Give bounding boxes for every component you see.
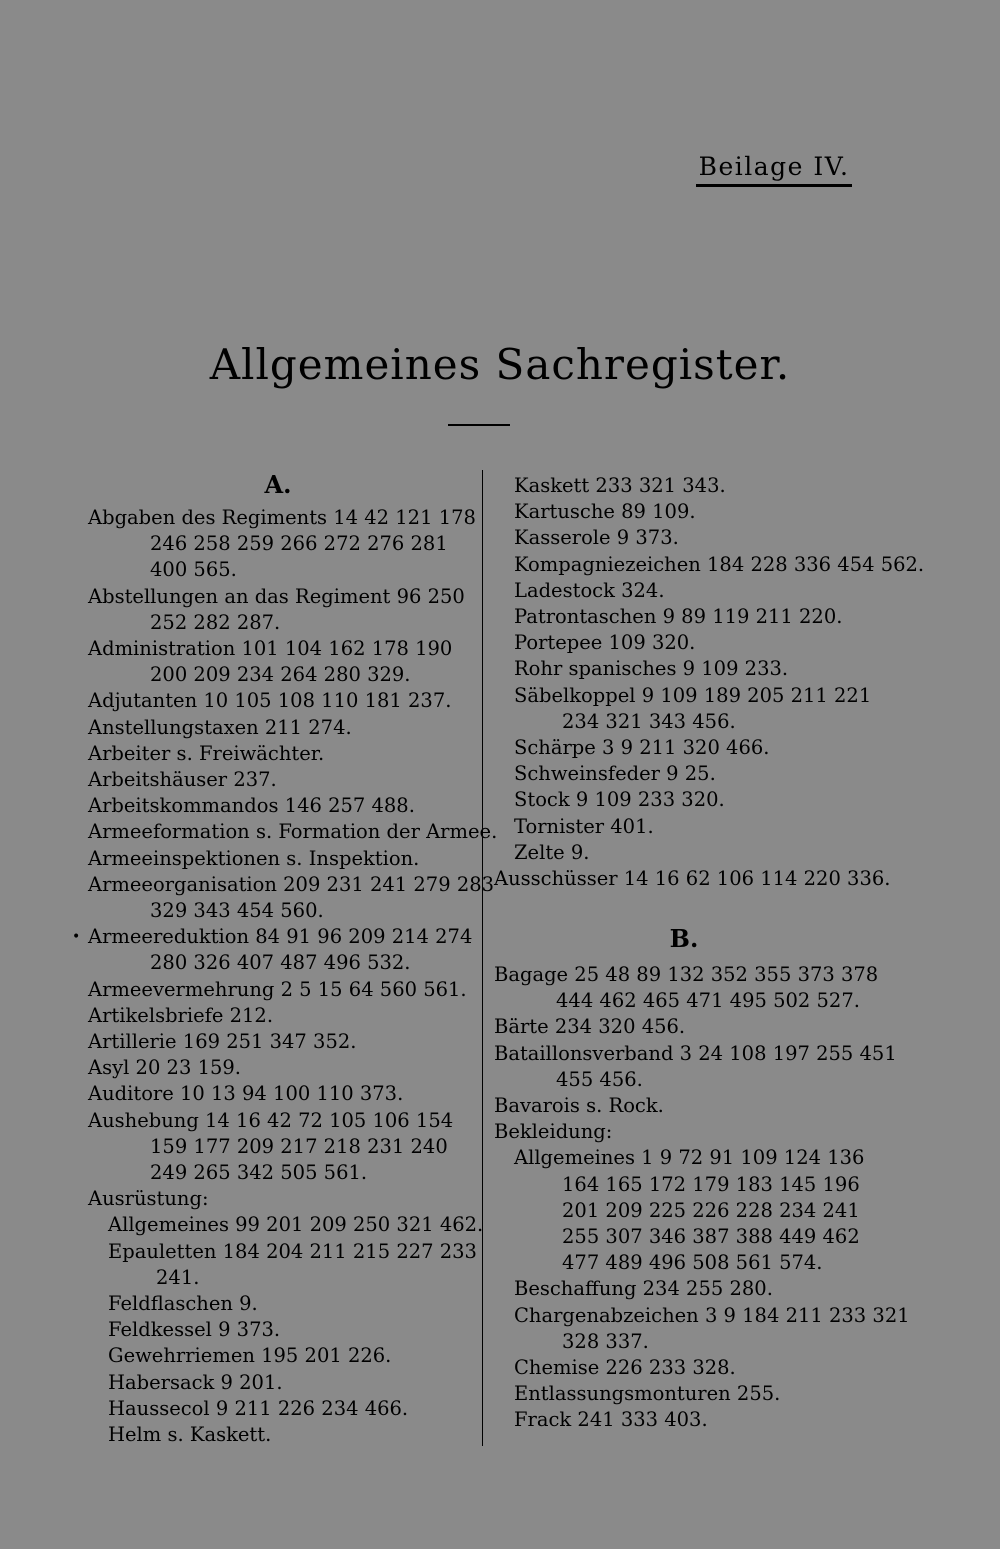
entry-line: Artillerie 169 251 347 352. (88, 1030, 357, 1053)
entry-line: Kartusche 89 109. (514, 500, 696, 524)
margin-mark: • (72, 929, 81, 946)
entry-line: Ausschüsser 14 16 62 106 114 220 336. (494, 867, 891, 890)
entry-line: Asyl 20 23 159. (88, 1056, 241, 1080)
entry-line: Rohr spanisches 9 109 233. (514, 657, 789, 681)
entry-line: Bavarois s. Rock. (494, 1094, 664, 1117)
page-title: Allgemeines Sachregister. (209, 340, 791, 389)
index-entry (108, 1343, 391, 1369)
entry-line: Portepee 109 320. (514, 631, 696, 655)
index-entry (514, 1145, 864, 1276)
entry-line: Abstellungen an das Regiment 96 250 (88, 584, 465, 608)
section-letter-a: A. (264, 470, 292, 499)
index-entry (514, 473, 726, 499)
index-entry (108, 1370, 283, 1396)
entry-line: Frack 241 333 403. (514, 1408, 708, 1432)
index-entry (88, 1055, 241, 1081)
entry-line: Armeeformation s. Formation der Armee. (88, 820, 498, 844)
index-entry (108, 1239, 477, 1291)
index-entry (514, 578, 665, 604)
entry-line: Gewehrriemen 195 201 226. (108, 1344, 392, 1368)
index-entry (88, 688, 451, 714)
index-entry (88, 767, 277, 793)
index-entry (88, 1186, 209, 1212)
index-entry (88, 1108, 453, 1187)
entry-continuation: 329 343 454 560. (150, 899, 324, 922)
entry-line: Bagage 25 48 89 132 352 355 373 378 (494, 963, 879, 986)
entry-line: Bärte 234 320 456. (494, 1015, 686, 1039)
index-entry (514, 1407, 708, 1433)
index-entry (514, 735, 769, 761)
title-rule (448, 424, 510, 426)
entry-continuation: 200 209 234 264 280 329. (150, 663, 411, 687)
entry-continuation: 280 326 407 487 496 532. (150, 951, 411, 975)
entry-line: Patrontaschen 9 89 119 211 220. (514, 605, 843, 628)
entry-line: Arbeiter s. Freiwächter. (88, 741, 325, 765)
entry-line: Chemise 226 233 328. (514, 1356, 736, 1379)
index-entry (88, 584, 465, 636)
entry-continuation: 201 209 225 226 228 234 241 (562, 1198, 860, 1222)
index-entry (514, 525, 679, 551)
index-entry (514, 840, 590, 866)
entry-line: Administration 101 104 162 178 190 (88, 637, 453, 660)
index-entry (494, 866, 890, 892)
index-entry (514, 1303, 910, 1355)
index-entry (514, 656, 788, 682)
index-entry (514, 499, 696, 525)
index-entry (88, 505, 476, 584)
entry-line: Feldflaschen 9. (108, 1292, 258, 1315)
index-entry (494, 1093, 664, 1119)
entry-line: Feldkessel 9 373. (108, 1318, 281, 1342)
index-entry (88, 1081, 403, 1107)
entry-line: Chargenabzeichen 3 9 184 211 233 321 (514, 1303, 910, 1327)
entry-line: Haussecol 9 211 226 234 466. (108, 1396, 409, 1420)
entry-line: Allgemeines 1 9 72 91 109 124 136 (514, 1146, 865, 1170)
entry-line: Stock 9 109 233 320. (514, 788, 725, 812)
index-entry (88, 793, 415, 819)
entry-continuation: 252 282 287. (150, 610, 281, 634)
entry-line: Bekleidung: (494, 1120, 613, 1144)
entry-line: Habersack 9 201. (108, 1370, 283, 1394)
index-entry (494, 1014, 685, 1040)
entry-line: Entlassungsmonturen 255. (514, 1382, 781, 1406)
entry-line: Armeeinspektionen s. Inspektion. (88, 846, 420, 870)
entry-continuation: 164 165 172 179 183 145 196 (562, 1172, 860, 1196)
entry-continuation: 241. (156, 1265, 200, 1289)
entry-line: Helm s. Kaskett. (108, 1423, 272, 1446)
entry-line: Bataillonsverband 3 24 108 197 255 451 (494, 1041, 897, 1065)
entry-line: Schweinsfeder 9 25. (514, 762, 716, 786)
index-entry (494, 962, 878, 1014)
index-entry (88, 636, 452, 688)
section-letter-b: B. (669, 924, 699, 953)
entry-line: Kaskett 233 321 343. (514, 474, 726, 497)
entry-line: Zelte 9. (514, 840, 590, 864)
entry-continuation: 328 337. (562, 1329, 649, 1353)
index-entry (108, 1422, 271, 1448)
entry-line: Allgemeines 99 201 209 250 321 462. (108, 1213, 484, 1237)
entry-line: Abgaben des Regiments 14 42 121 178 (88, 506, 476, 529)
entry-line: Arbeitskommandos 146 257 488. (88, 794, 415, 818)
entry-line: Tornister 401. (514, 814, 654, 838)
index-entry (108, 1317, 280, 1343)
index-entry (108, 1291, 258, 1317)
entry-line: Auditore 10 13 94 100 110 373. (88, 1082, 404, 1106)
entry-line: Adjutanten 10 105 108 110 181 237. (88, 689, 452, 713)
entry-line: Säbelkoppel 9 109 189 205 211 221 (514, 683, 872, 707)
entry-line: Armeevermehrung 2 5 15 64 560 561. (88, 977, 467, 1001)
entry-line: Kasserole 9 373. (514, 526, 679, 550)
index-entry (514, 683, 871, 735)
index-entry (514, 814, 654, 840)
index-entry (88, 977, 467, 1003)
entry-line: Armeeorganisation 209 231 241 279 283 (88, 872, 495, 896)
column-divider (482, 470, 483, 1446)
index-entry (514, 1381, 780, 1407)
index-entry (88, 819, 497, 845)
entry-line: Ladestock 324. (514, 578, 665, 602)
index-entry (514, 761, 716, 787)
entry-continuation: 255 307 346 387 388 449 462 (562, 1225, 860, 1248)
entry-line: Anstellungstaxen 211 274. (88, 715, 352, 739)
entry-line: Epauletten 184 204 211 215 227 233 (108, 1239, 477, 1263)
entry-continuation: 400 565. (150, 558, 237, 582)
entry-line: Schärpe 3 9 211 320 466. (514, 736, 770, 759)
entry-continuation: 159 177 209 217 218 231 240 (150, 1134, 448, 1158)
entry-line: Aushebung 14 16 42 72 105 106 154 (88, 1108, 454, 1132)
index-entry (88, 741, 324, 767)
entry-line: Beschaffung 234 255 280. (514, 1277, 773, 1301)
index-entry (514, 787, 725, 813)
index-entry (514, 604, 842, 630)
entry-continuation: 246 258 259 266 272 276 281 (150, 532, 448, 556)
entry-continuation: 444 462 465 471 495 502 527. (556, 989, 860, 1013)
index-entry (88, 846, 419, 872)
index-entry (72, 924, 473, 976)
entry-continuation: 249 265 342 505 561. (150, 1161, 368, 1184)
index-entry (514, 1276, 773, 1302)
entry-line: Artikelsbriefe 212. (88, 1003, 274, 1027)
index-entry (88, 1003, 273, 1029)
entry-line: Armeereduktion 84 91 96 209 214 274 (88, 925, 473, 949)
entry-line: Kompagniezeichen 184 228 336 454 562. (514, 552, 925, 576)
index-entry (494, 1119, 612, 1145)
index-entry (88, 715, 352, 741)
index-entry (88, 1029, 356, 1055)
supplement-label: Beilage IV. (696, 152, 852, 187)
entry-line: Arbeitshäuser 237. (88, 768, 277, 791)
index-entry (108, 1212, 483, 1238)
entry-continuation: 234 321 343 456. (562, 709, 736, 733)
entry-continuation: 477 489 496 508 561 574. (562, 1251, 823, 1275)
index-entry (514, 1355, 736, 1381)
entry-line: Ausrüstung: (88, 1187, 209, 1211)
index-entry (494, 1041, 897, 1093)
index-entry (88, 872, 494, 924)
index-entry (108, 1396, 408, 1422)
entry-continuation: 455 456. (556, 1067, 643, 1091)
index-entry (514, 630, 695, 656)
index-entry (514, 552, 924, 578)
